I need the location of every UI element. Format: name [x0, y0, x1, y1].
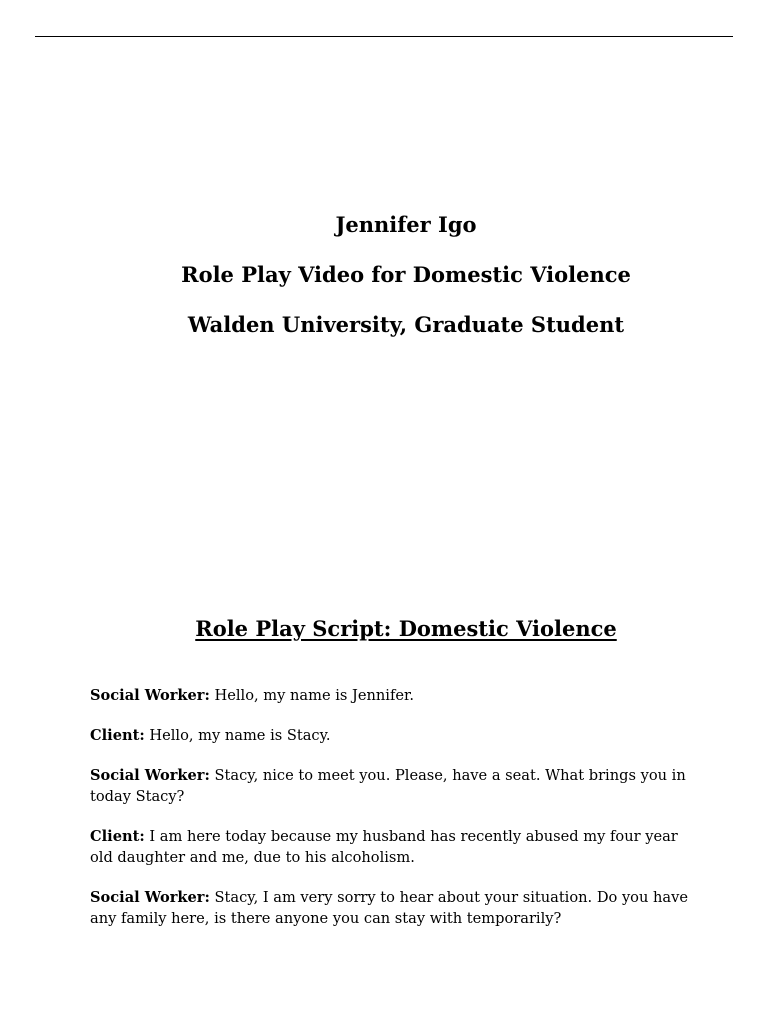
dialogue-text: Hello, my name is Jennifer.: [209, 687, 415, 704]
speaker-label: Client:: [90, 828, 145, 845]
dialogue-line: [90, 685, 690, 706]
dialogue-text: Hello, my name is Stacy.: [144, 727, 331, 744]
dialogue-text: Stacy, nice to meet you. Please, have a seat. What brings you in today Stacy?: [90, 767, 686, 805]
speaker-label: Social Worker:: [90, 767, 210, 784]
document-title: Role Play Video for Domestic Violence: [181, 262, 631, 287]
dialogue-line: [90, 887, 690, 929]
dialogue-line: [90, 725, 690, 746]
author-name: Jennifer Igo: [335, 212, 477, 237]
title-block: [90, 200, 722, 350]
dialogue: [90, 685, 690, 948]
speaker-label: Client:: [90, 727, 145, 744]
dialogue-line: [90, 765, 690, 807]
affiliation: Walden University, Graduate Student: [187, 312, 625, 337]
header-rule: [35, 36, 733, 37]
speaker-label: Social Worker:: [90, 687, 210, 704]
dialogue-text: Stacy, I am very sorry to hear about your situation. Do you have any family here, is there anyone you can stay with temporarily?: [90, 889, 688, 927]
script-heading: Role Play Script: Domestic Violence: [195, 616, 617, 641]
speaker-label: Social Worker:: [90, 889, 210, 906]
dialogue-line: [90, 826, 690, 868]
dialogue-text: I am here today because my husband has recently abused my four year old daughter and me, due to his alcoholism.: [90, 828, 678, 866]
